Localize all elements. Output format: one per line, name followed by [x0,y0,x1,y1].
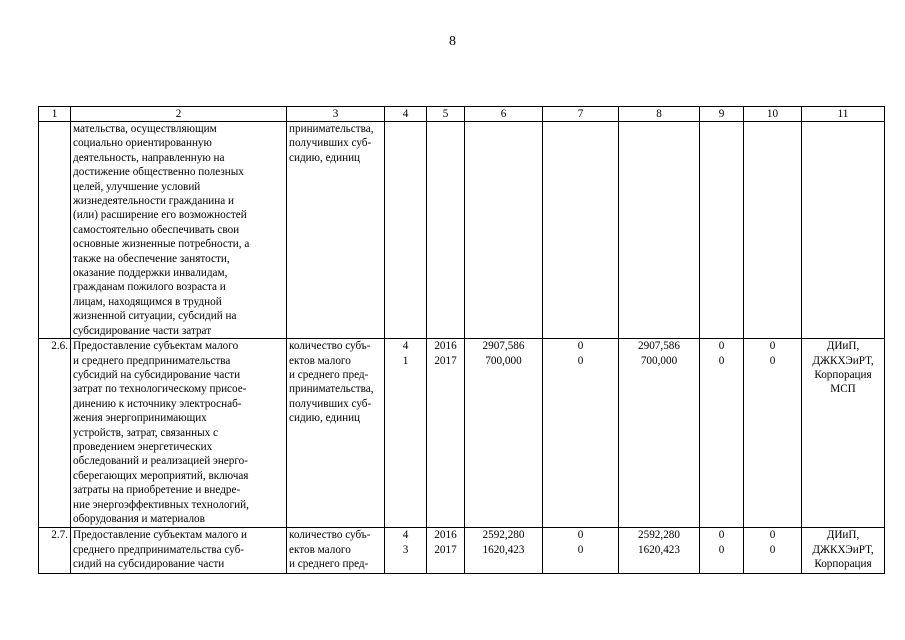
responsible-cell: ДИиП, ДЖКХЭиРТ, Корпорация [802,528,885,574]
amount-cell: 2907,586 700,000 [619,339,700,528]
amount-cell: 0 0 [543,339,619,528]
indicator-text: количество субъ- ектов малого и среднего пред- [287,528,385,574]
year-cell: 2016 2017 [427,339,465,528]
measure-description: Предоставление субъектам малого и среднего предпринимательства суб- сидий на субсидирование части [71,528,287,574]
header-row [39,107,885,122]
column-header: 9 [700,107,744,122]
table-cell [543,122,619,339]
column-header: 10 [744,107,802,122]
amount-cell: 0 0 [543,528,619,574]
column-header: 5 [427,107,465,122]
amount-cell: 0 0 [700,339,744,528]
responsible-cell: ДИиП, ДЖКХЭиРТ, Корпорация МСП [802,339,885,528]
program-table [38,106,885,574]
column-header: 1 [39,107,71,122]
column-header: 4 [385,107,427,122]
table-row [39,528,885,574]
amount-cell: 2907,586 700,000 [465,339,543,528]
table-cell: 4 3 [385,528,427,574]
measure-description: мательства, осуществляющим социально ориентированную деятельность, направленную на достижение общественно полезных целей, улучшение условий жизнедеятельности гражданина и (или) расширение его возможностей самостоятельно обеспечивать свои основные жизненные потребности, а также на обеспечение занятости, оказание поддержки инвалидам, гражданам пожилого возраста и лицам, находящимся в трудной жизненной ситуации, субсидий на субсидирование части затрат [71,122,287,339]
table-row [39,339,885,528]
table-cell [427,122,465,339]
row-number: 2.6. [39,339,71,528]
column-header: 3 [287,107,385,122]
table-row [39,122,885,339]
amount-cell: 2592,280 1620,423 [619,528,700,574]
amount-cell: 2592,280 1620,423 [465,528,543,574]
row-number [39,122,71,339]
column-header: 6 [465,107,543,122]
indicator-text: принимательства, получивших суб- сидию, единиц [287,122,385,339]
amount-cell: 0 0 [700,528,744,574]
column-header: 8 [619,107,700,122]
column-header: 7 [543,107,619,122]
table-cell [619,122,700,339]
table-cell [802,122,885,339]
year-cell: 2016 2017 [427,528,465,574]
column-header: 2 [71,107,287,122]
page-number: 8 [449,34,456,49]
indicator-text: количество субъ- ектов малого и среднего пред- принимательства, получивших суб- сидию, единиц [287,339,385,528]
table-cell [465,122,543,339]
amount-cell: 0 0 [744,339,802,528]
table-cell [700,122,744,339]
table-cell [385,122,427,339]
table-cell: 4 1 [385,339,427,528]
measure-description: Предоставление субъектам малого и среднего предпринимательства субсидий на субсидирование части затрат по технологическому присое- динению к источнику электроснаб- жения энергопринимающих устройств, затрат, связанных с проведением энергетических обследований и реализацией энерго- сберегающих мероприятий, включая затраты на приобретение и внедре- ние энергоэффективных технологий, оборудования и материалов [71,339,287,528]
column-header: 11 [802,107,885,122]
amount-cell: 0 0 [744,528,802,574]
row-number: 2.7. [39,528,71,574]
table-cell [744,122,802,339]
